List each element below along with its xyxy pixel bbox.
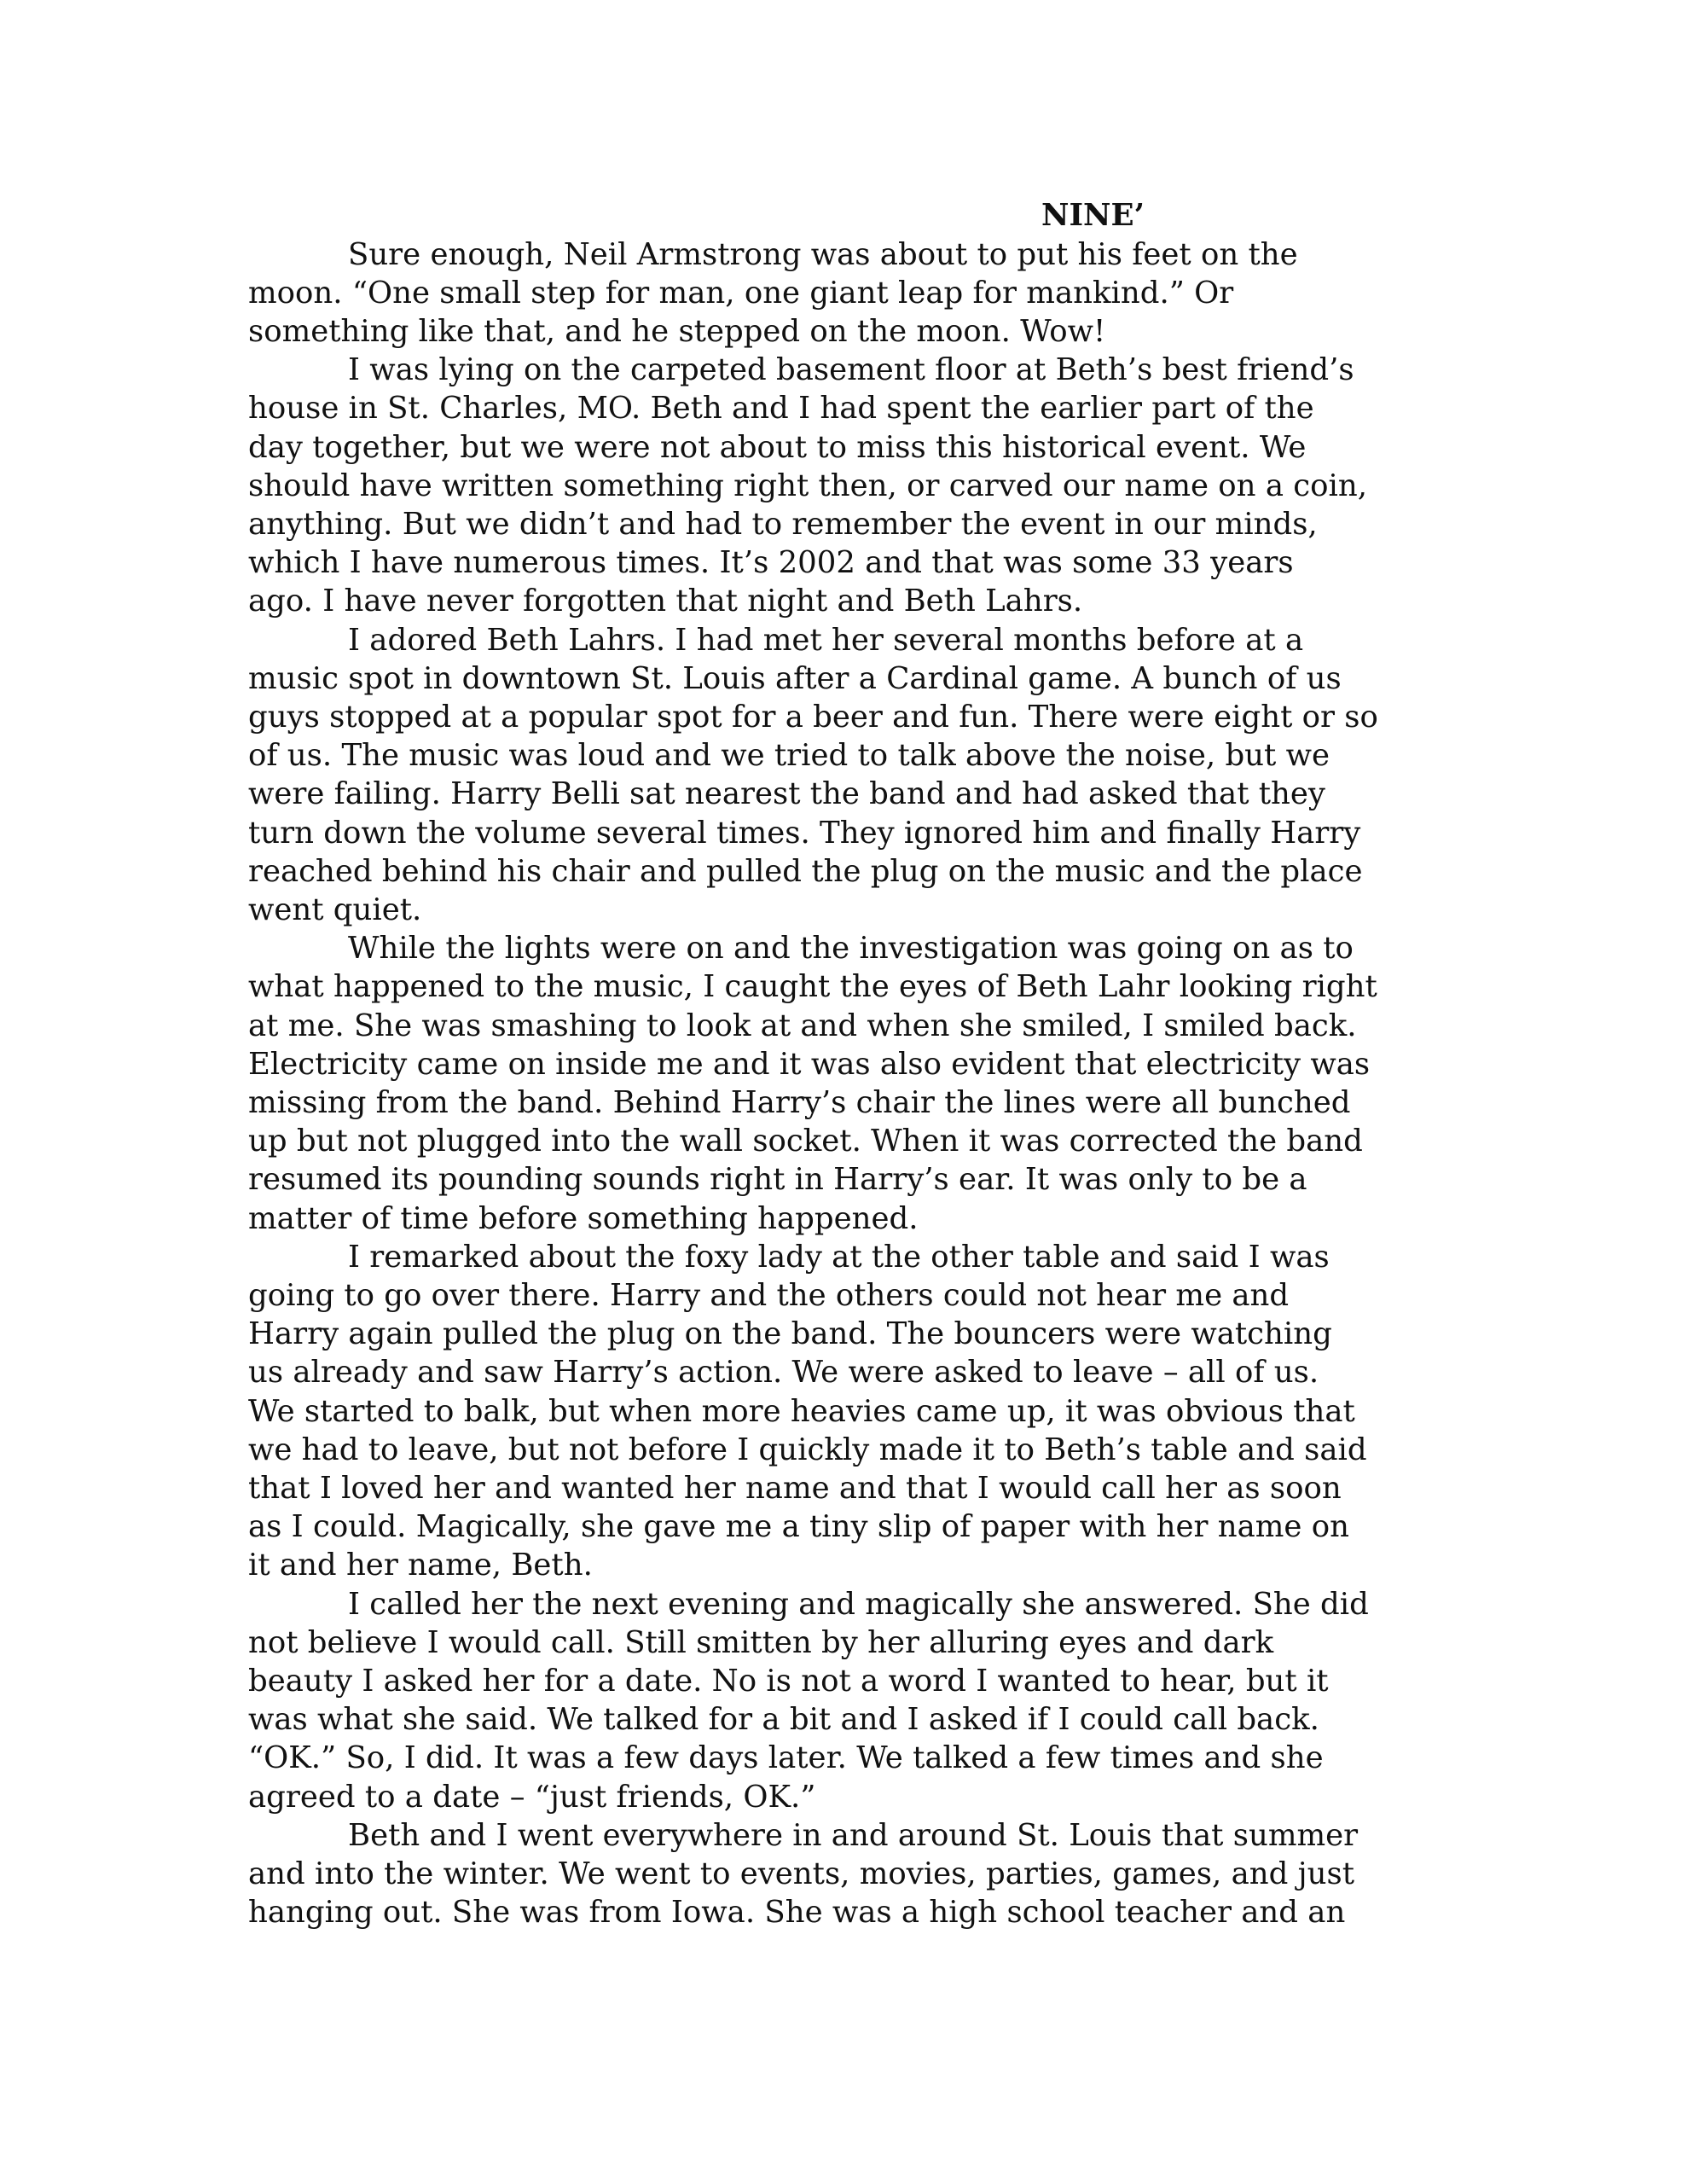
text-line: what happened to the music, I caught the eyes of Beth Lahr looking right bbox=[248, 969, 1377, 1005]
text-line: guys stopped at a popular spot for a beer and fun. There were eight or so bbox=[248, 699, 1378, 735]
text-line: and into the winter. We went to events, movies, parties, games, and just bbox=[248, 1856, 1354, 1892]
paragraph bbox=[248, 1585, 1459, 1816]
text-line: that I loved her and wanted her name and that I would call her as soon bbox=[248, 1471, 1342, 1506]
text-line: went quiet. bbox=[248, 892, 422, 927]
text-line: ago. I have never forgotten that night and Beth Lahrs. bbox=[248, 584, 1083, 619]
text-line: moon. “One small step for man, one giant leap for mankind.” Or bbox=[248, 275, 1234, 311]
text-line: matter of time before something happened. bbox=[248, 1200, 919, 1236]
text-line: turn down the volume several times. They ignored him and finally Harry bbox=[248, 815, 1361, 851]
text-line: Beth and I went everywhere in and around St. Louis that summer bbox=[348, 1817, 1359, 1853]
text-line: as I could. Magically, she gave me a tiny slip of paper with her name on bbox=[248, 1509, 1349, 1545]
text-line: we had to leave, but not before I quickly made it to Beth’s table and said bbox=[248, 1432, 1367, 1467]
text-line: hanging out. She was from Iowa. She was a high school teacher and an bbox=[248, 1895, 1346, 1931]
text-line: resumed its pounding sounds right in Harry’s ear. It was only to be a bbox=[248, 1162, 1307, 1198]
paragraph bbox=[248, 235, 1459, 351]
text-line: I was lying on the carpeted basement floor at Beth’s best friend’s bbox=[348, 352, 1354, 388]
text-line: beauty I asked her for a date. No is not a word I wanted to hear, but it bbox=[248, 1664, 1329, 1699]
text-line: Sure enough, Neil Armstrong was about to put his feet on the bbox=[348, 236, 1298, 272]
text-line: of us. The music was loud and we tried to talk above the noise, but we bbox=[248, 738, 1330, 774]
paragraph bbox=[248, 1816, 1459, 1932]
text-line: were failing. Harry Belli sat nearest the band and had asked that they bbox=[248, 776, 1325, 812]
text-line: I remarked about the foxy lady at the other table and said I was bbox=[348, 1239, 1330, 1275]
text-line: anything. But we didn’t and had to remember the event in our minds, bbox=[248, 506, 1318, 542]
text-line: was what she said. We talked for a bit and I asked if I could call back. bbox=[248, 1702, 1319, 1738]
text-line: should have written something right then, or carved our name on a coin, bbox=[248, 468, 1368, 503]
text-line: I called her the next evening and magically she answered. She did bbox=[348, 1586, 1369, 1622]
text-line: house in St. Charles, MO. Beth and I had spent the earlier part of the bbox=[248, 391, 1314, 427]
text-line: agreed to a date – “just friends, OK.” bbox=[248, 1779, 816, 1815]
text-line: We started to balk, but when more heavies came up, it was obvious that bbox=[248, 1393, 1355, 1429]
text-line: not believe I would call. Still smitten by her alluring eyes and dark bbox=[248, 1624, 1274, 1660]
body-text bbox=[248, 235, 1459, 1932]
chapter-title: NINE’ bbox=[1041, 198, 1145, 233]
text-line: it and her name, Beth. bbox=[248, 1548, 593, 1583]
text-line: Harry again pulled the plug on the band. The bouncers were watching bbox=[248, 1316, 1332, 1352]
text-line: music spot in downtown St. Louis after a Cardinal game. A bunch of us bbox=[248, 660, 1342, 696]
text-line: “OK.” So, I did. It was a few days later. We talked a few times and she bbox=[248, 1740, 1324, 1776]
paragraph bbox=[248, 351, 1459, 620]
paragraph bbox=[248, 929, 1459, 1238]
text-line: which I have numerous times. It’s 2002 and that was some 33 years bbox=[248, 545, 1294, 581]
text-line: reached behind his chair and pulled the plug on the music and the place bbox=[248, 853, 1363, 889]
paragraph bbox=[248, 621, 1459, 930]
text-line: I adored Beth Lahrs. I had met her several months before at a bbox=[348, 622, 1304, 658]
text-line: missing from the band. Behind Harry’s chair the lines were all bunched bbox=[248, 1084, 1351, 1120]
text-line: day together, but we were not about to miss this historical event. We bbox=[248, 429, 1307, 465]
paragraph bbox=[248, 1238, 1459, 1585]
text-line: something like that, and he stepped on the moon. Wow! bbox=[248, 313, 1106, 349]
text-line: Electricity came on inside me and it was also evident that electricity was bbox=[248, 1046, 1371, 1082]
text-line: up but not plugged into the wall socket. When it was corrected the band bbox=[248, 1124, 1363, 1159]
text-line: going to go over there. Harry and the others could not hear me and bbox=[248, 1277, 1290, 1313]
text-line: us already and saw Harry’s action. We were asked to leave – all of us. bbox=[248, 1355, 1319, 1391]
text-line: While the lights were on and the investigation was going on as to bbox=[348, 931, 1354, 967]
text-line: at me. She was smashing to look at and when she smiled, I smiled back. bbox=[248, 1008, 1357, 1043]
